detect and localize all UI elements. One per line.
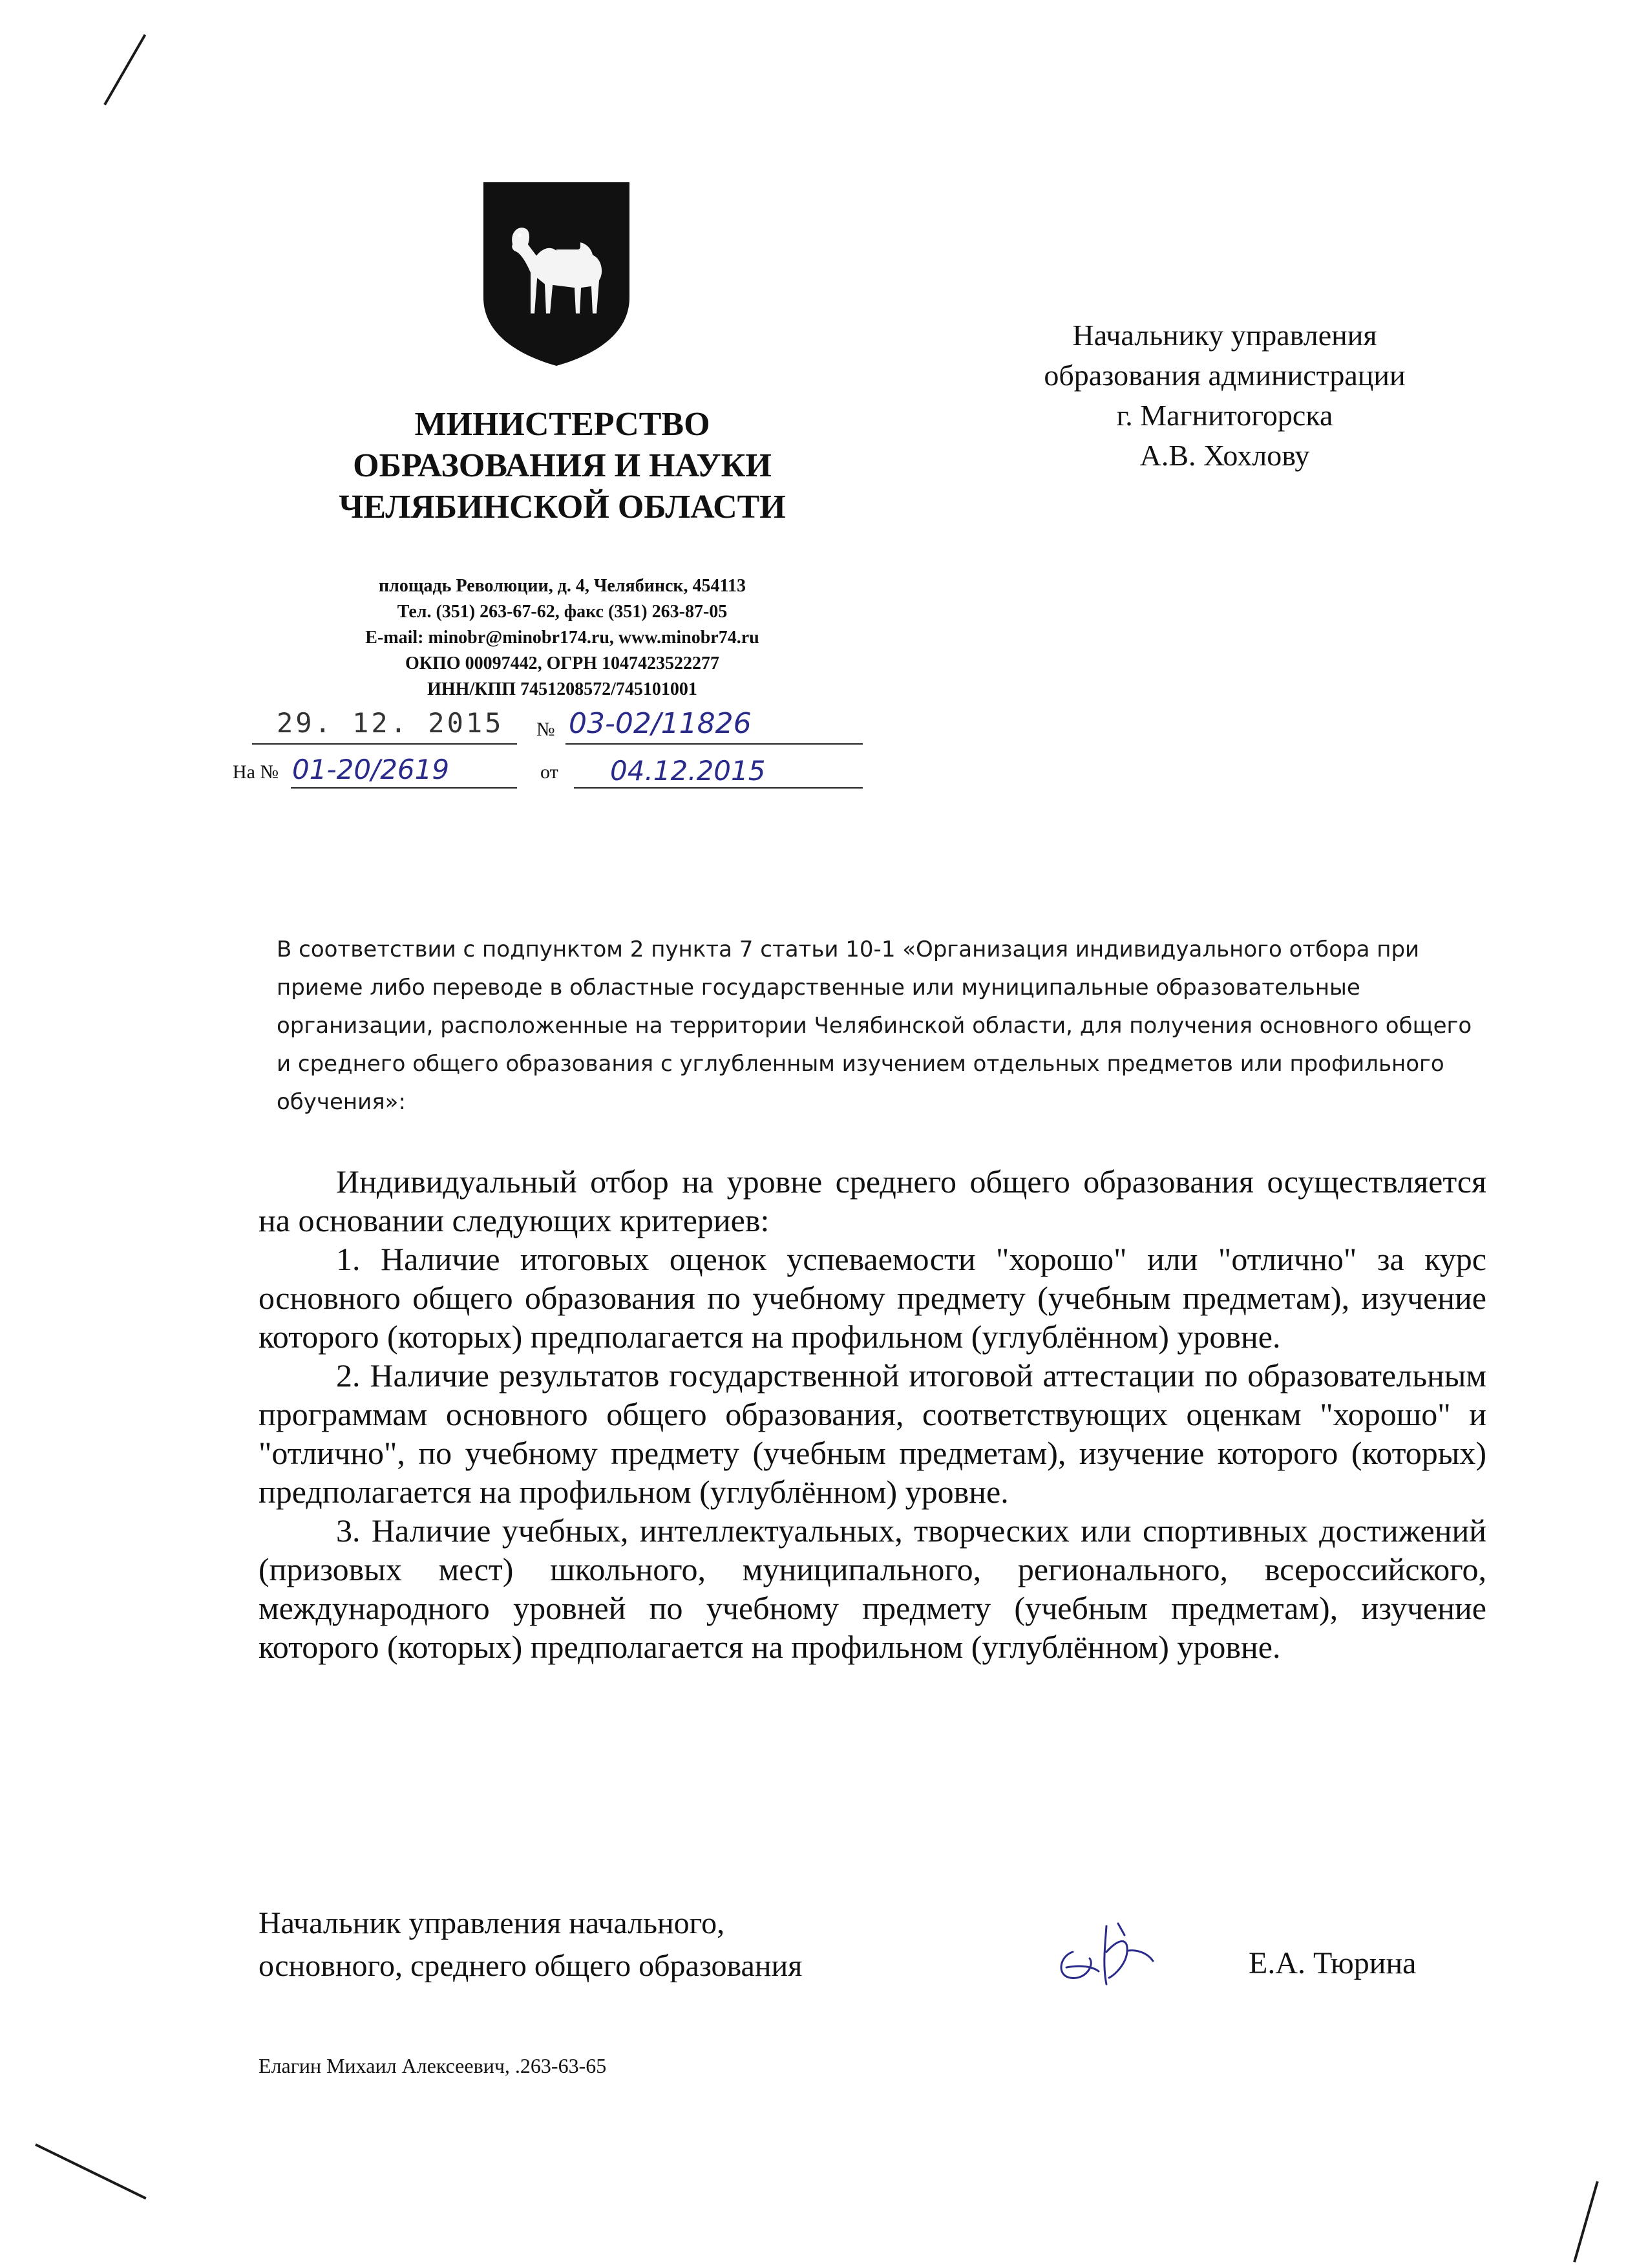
outgoing-number: 03-02/11826 xyxy=(569,707,752,740)
body-intro: Индивидуальный отбор на уровне среднего общего образования осуществляется на основании следующих критериев: xyxy=(259,1163,1486,1238)
ministry-line: ОБРАЗОВАНИЯ И НАУКИ xyxy=(353,447,772,484)
signatory-title-line: основного, среднего общего образования xyxy=(259,1949,803,1983)
outgoing-date: 29. 12. 2015 xyxy=(277,707,504,739)
signature-icon xyxy=(1047,1913,1163,1997)
signatory-name: Е.А. Тюрина xyxy=(1249,1946,1417,1980)
phone-line: Тел. (351) 263-67-62, факс (351) 263-87-05 xyxy=(397,602,728,622)
criterion-item: 1. Наличие итоговых оценок успеваемости "хорошо" или "отлично" за курс основного общего образования по учебному предмету (учебным предметам), изучение которого (которых) предполагается на профильном (углублённом) уровне. xyxy=(259,1241,1486,1355)
scan-mark-bottom-left xyxy=(35,2143,147,2199)
address-line: площадь Революции, д. 4, Челябинск, 454113 xyxy=(379,576,746,596)
criterion-item: 2. Наличие результатов государственной итоговой аттестации по образовательным программам основного общего образования, соответствующих оценкам "хорошо" и "отлично", по учебному предмету (учебным предметам), изучение которого (которых) предполагается на профильном (углублённом) уровне. xyxy=(259,1357,1486,1510)
reference-number: 01-20/2619 xyxy=(292,754,450,785)
ministry-name xyxy=(271,404,853,528)
reference-label: На № xyxy=(233,761,279,783)
addressee-line: г. Магнитогорска xyxy=(1116,399,1333,432)
signatory-title-line: Начальник управления начального, xyxy=(259,1906,725,1940)
addressee-line: Начальнику управления xyxy=(1072,319,1377,352)
inn-line: ИНН/КПП 7451208572/745101001 xyxy=(427,679,697,699)
addressee-block xyxy=(956,315,1493,476)
ministry-line: МИНИСТЕРСТВО xyxy=(414,406,710,443)
executor-contact: Елагин Михаил Алексеевич, .263-63-65 xyxy=(259,2054,607,2077)
okpo-line: ОКПО 00097442, ОГРН 1047423522277 xyxy=(405,653,720,673)
reference-from-label: от xyxy=(540,761,558,783)
date-underline xyxy=(252,743,517,745)
number-underline xyxy=(565,743,863,745)
ministry-line: ЧЕЛЯБИНСКОЙ ОБЛАСТИ xyxy=(339,489,786,525)
coat-of-arms-icon xyxy=(483,182,629,366)
scan-mark-top-left xyxy=(103,34,146,105)
signatory-title xyxy=(259,1902,969,1987)
letter-body xyxy=(259,1162,1486,1666)
scan-mark-bottom-right xyxy=(1573,2181,1599,2262)
criterion-item: 3. Наличие учебных, интеллектуальных, творческих или спортивных достижений (призовых мест) школьного, муниципального, регионального, всероссийского, международного уровней по учебному предмету (учебным предметам), изучение которого (которых) предполагается на профильном (углублённом) уровне. xyxy=(259,1512,1486,1665)
number-label: № xyxy=(536,719,555,740)
email-line: E-mail: minobr@minobr174.ru, www.minobr74.ru xyxy=(365,628,759,648)
addressee-line: образования администрации xyxy=(1044,359,1406,392)
ministry-requisites xyxy=(291,573,834,703)
reference-underline xyxy=(291,787,517,789)
reference-date: 04.12.2015 xyxy=(610,755,766,787)
addressee-line: А.В. Хохлову xyxy=(1139,439,1310,472)
preamble-text: В соответствии с подпунктом 2 пункта 7 статьи 10-1 «Организация индивидуального отбора при приеме либо переводе в областные государственные или муниципальные образовательные организации, расположенные на территории Челябинской области, для получения основного общего и среднего общего образования с углубленным изучением отдельных предметов или профильного обучения»: xyxy=(277,937,1472,1115)
reference-date-underline xyxy=(574,787,863,789)
